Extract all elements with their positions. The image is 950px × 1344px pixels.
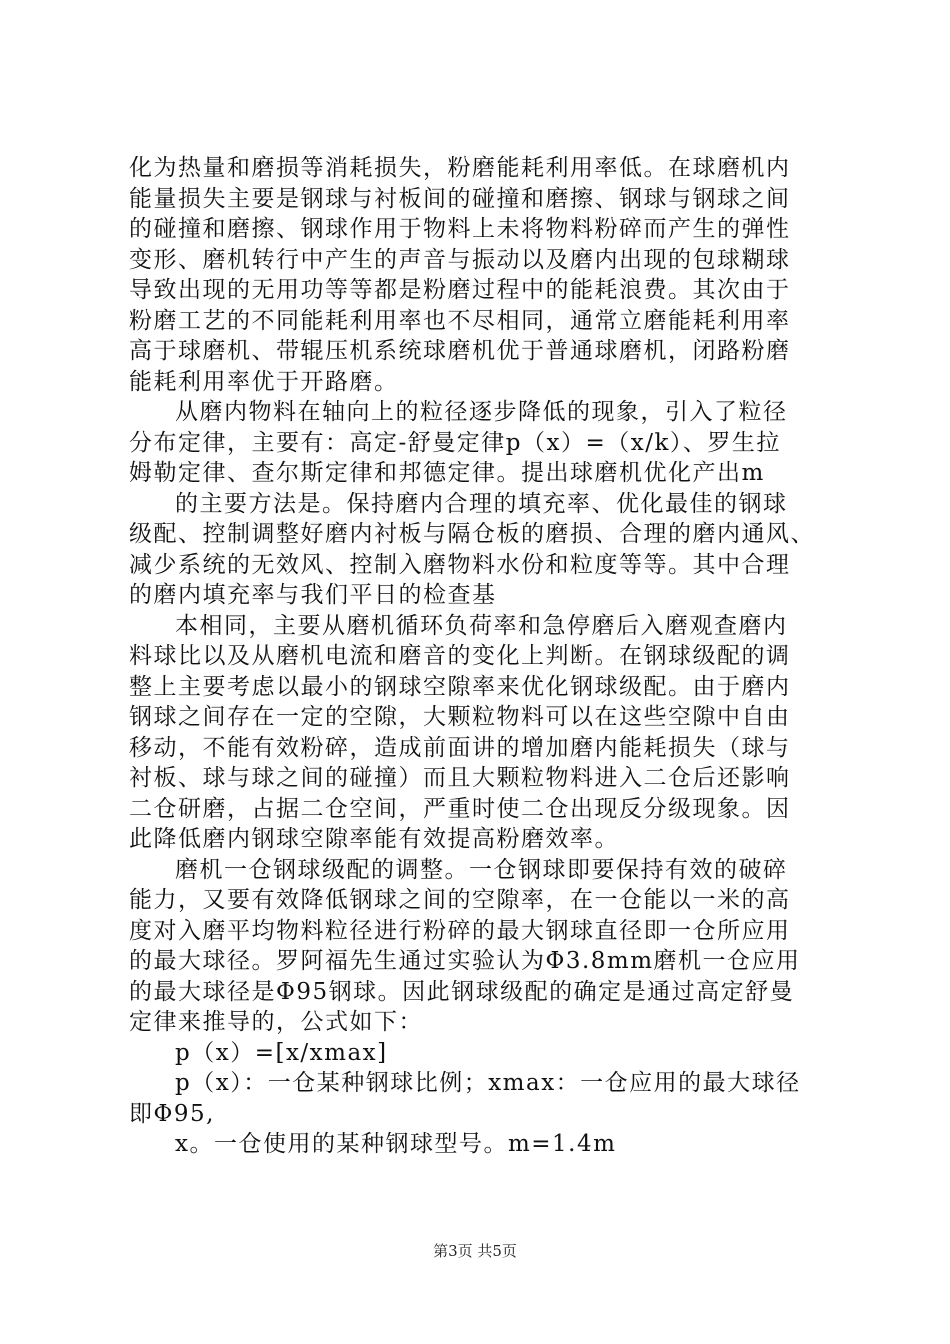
text-line: 移动，不能有效粉碎，造成前面讲的增加磨内能耗损失（球与 (129, 734, 791, 761)
page-footer: 第3页 共5页 (433, 1242, 517, 1260)
formula-line: p（x）=[x/xmax] (175, 1039, 388, 1066)
text-line: 能力，又要有效降低钢球之间的空隙率，在一仓能以一米的高 (129, 887, 791, 913)
text-line: 的磨内填充率与我们平日的检查基 (129, 582, 497, 608)
text-line: x。一仓使用的某种钢球型号。m=1.4m (175, 1131, 617, 1157)
text-line: 衬板、球与球之间的碰撞）而且大颗粒物料进入二仓后还影响 (129, 765, 791, 791)
text-line: 整上主要考虑以最小的钢球空隙率来优化钢球级配。由于磨内 (129, 673, 791, 700)
text-line: 此降低磨内钢球空隙率能有效提高粉磨效率。 (129, 826, 619, 852)
text-line: p（x）：一仓某种钢球比例；xmax：一仓应用的最大球径 (175, 1070, 801, 1096)
text-line: 的最大球径。罗阿福先生通过实验认为Φ3.8mm磨机一仓应用 (129, 948, 801, 974)
text-line: 定律来推导的，公式如下： (129, 1009, 423, 1035)
text-line: 的主要方法是。保持磨内合理的填充率、优化最佳的钢球 (175, 490, 788, 517)
body-text (129, 153, 839, 1160)
text-line: 磨机一仓钢球级配的调整。一仓钢球即要保持有效的破碎 (175, 856, 788, 883)
text-line: 本相同，主要从磨机循环负荷率和急停磨后入磨观查磨内 (175, 612, 788, 639)
text-line: 从磨内物料在轴向上的粒径逐步降低的现象，引入了粒径 (175, 399, 788, 425)
text-line: 粉磨工艺的不同能耗利用率也不尽相同，通常立磨能耗利用率 (129, 307, 791, 334)
text-line: 能耗利用率优于开路磨。 (129, 368, 399, 395)
text-line: 化为热量和磨损等消耗损失，粉磨能耗利用率低。在球磨机内 (129, 155, 791, 181)
text-line: 能量损失主要是钢球与衬板间的碰撞和磨擦、钢球与钢球之间 (129, 185, 791, 212)
text-line: 减少系统的无效风、控制入磨物料水份和粒度等等。其中合理 (129, 551, 791, 578)
text-line: 度对入磨平均物料粒径进行粉碎的最大钢球直径即一仓所应用 (129, 917, 791, 944)
text-line: 即Φ95, (129, 1100, 215, 1127)
text-line: 高于球磨机、带辊压机系统球磨机优于普通球磨机，闭路粉磨 (129, 338, 791, 364)
text-line: 的碰撞和磨擦、钢球作用于物料上未将物料粉碎而产生的弹性 (129, 216, 791, 242)
text-line: 姆勒定律、查尔斯定律和邦德定律。提出球磨机优化产出m (129, 460, 765, 486)
text-line: 钢球之间存在一定的空隙，大颗粒物料可以在这些空隙中自由 (129, 704, 791, 730)
text-line: 级配、控制调整好磨内衬板与隔仓板的磨损、合理的磨内通风、 (129, 521, 815, 547)
text-line: 分布定律，主要有：高定-舒曼定律p（x）=（x/k）、罗生拉 (129, 429, 781, 456)
text-line: 料球比以及从磨机电流和磨音的变化上判断。在钢球级配的调 (129, 643, 791, 669)
text-line: 导致出现的无用功等等都是粉磨过程中的能耗浪费。其次由于 (129, 277, 791, 303)
text-line: 的最大球径是Φ95钢球。因此钢球级配的确定是通过高定舒曼 (129, 978, 795, 1005)
text-line: 变形、磨机转行中产生的声音与振动以及磨内出现的包球糊球 (129, 246, 791, 273)
text-line: 二仓研磨，占据二仓空间，严重时使二仓出现反分级现象。因 (129, 795, 791, 822)
